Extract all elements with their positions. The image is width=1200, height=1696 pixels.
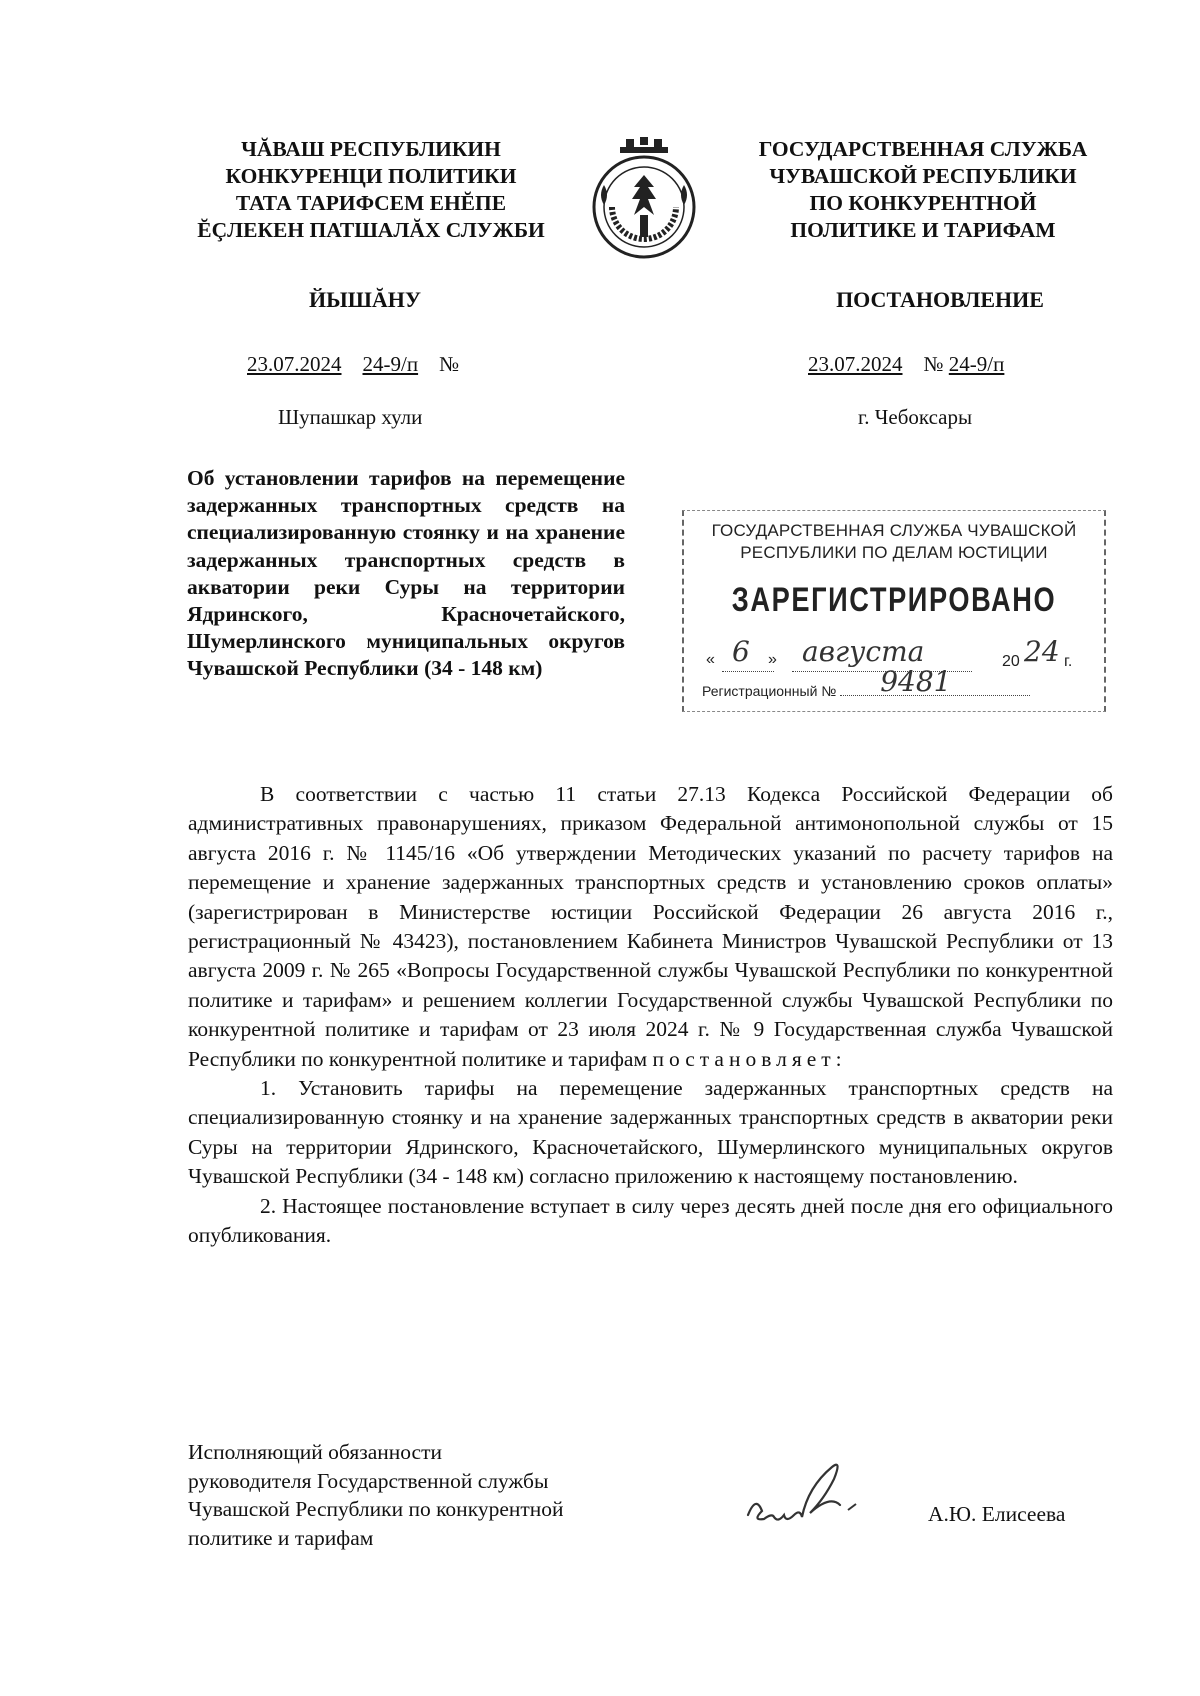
signature-title-line: Исполняющий обязанности [188,1440,442,1464]
stamp-line-1: ГОСУДАРСТВЕННАЯ СЛУЖБА ЧУВАШСКОЙ [711,521,1077,540]
header-left [190,136,552,244]
document-body [188,780,1113,1251]
doc-type-chuvash: ЙЫШĂНУ [308,287,422,312]
number-sign-left: № [439,352,460,376]
stamp-day: 6 [732,635,750,668]
document-subject: Об установлении тарифов на перемещение задержанных транспортных средств на специализированную стоянку и на хранение задержанных транспортных средств в акватории реки Суры на территории Ядринского, Красночетайского, Шумерлинского муниципальных округов Чувашской Республики (34 - 148 км) [187,466,625,681]
stamp-year-prefix: 20 [1002,653,1020,670]
signatory-name: А.Ю. Елисеева [928,1502,1066,1526]
date-right: 23.07.2024 [808,352,903,376]
header-right-line: ЧУВАШСКОЙ РЕСПУБЛИКИ [769,164,1077,188]
number-left: 24-9/п [362,352,419,376]
dateline-left [247,352,459,377]
body-p1-action: постановляет: [652,1046,847,1071]
signature-title-line: Чувашской Республики по конкурентной [188,1497,564,1521]
stamp-reg-label: Регистрационный № [702,683,837,699]
body-paragraph-1 [188,780,1113,1074]
number-sign-right: № [923,352,944,376]
signature-title-line: политике и тарифам [188,1525,374,1550]
signature-title-line: руководителя Государственной службы [188,1468,549,1493]
header-left-line: КОНКУРЕНЦИ ПОЛИТИКИ [225,164,517,188]
handwritten-signature-icon [738,1440,888,1540]
header-left-line: ĔÇЛЕКЕН ПАТШАЛĂХ СЛУЖБИ [197,218,545,242]
body-paragraph-2: 1. Установить тарифы на перемещение задержанных транспортных средств на специализированную стоянку и на хранение задержанных транспортных средств в акватории реки Суры на территории Ядринского, Красночетайского, Шумерлинского муниципальных округов Чувашской Республики (34 - 148 км) согласно приложению к настоящему постановлению. [188,1076,1113,1189]
stamp-year-g: г. [1064,653,1073,670]
city-russian: г. Чебоксары [858,405,973,429]
stamp-registration [702,665,1030,699]
stamp-month: августа [802,635,925,668]
header-right-line: ПОЛИТИКЕ И ТАРИФАМ [790,218,1056,242]
city-chuvash: Шупашкар хули [278,405,423,429]
stamp-title: ЗАРЕГИСТРИРОВАНО [731,581,1057,619]
stamp-line-2: РЕСПУБЛИКИ ПО ДЕЛАМ ЮСТИЦИИ [740,543,1048,562]
dateline-right [808,352,1004,377]
header-left-line: ТАТА ТАРИФСЕМ ЕНĔПЕ [235,191,507,215]
registration-stamp [682,510,1106,712]
stamp-quote-close: » [768,651,777,668]
chuvash-emblem-icon [582,135,706,267]
stamp-reg-number: 9481 [880,665,952,698]
body-paragraph-3: 2. Настоящее постановление вступает в силу через десять дней после дня его официального опубликования. [188,1193,1113,1248]
stamp-quote-open: « [706,651,715,668]
body-p1-text: В соответствии с частью 11 статьи 27.13 Кодекса Российской Федерации об административных правонарушениях, приказом Федеральной антимонопольной службы от 15 августа 2016 г. № 1145/16 «Об утверждении Методических указаний по расчету тарифов на перемещение и хранение задержанных транспортных средств и установлению сроков оплаты» (зарегистрирован в Министерстве юстиции Российской Федерации 26 августа 2016 г., регистрационный № 43423), постановлением Кабинета Министров Чувашской Республики от 13 августа 2009 г. № 265 «Вопросы Государственной службы Чувашской Республики по конкурентной политике и тарифам» и решением коллегии Государственной службы Чувашской Республики по конкурентной политике и тарифам от 23 июля 2024 г. № 9 Государственная служба Чувашской Республики по конкурентной политике и тарифам [188,782,1113,1071]
header-right [733,136,1113,244]
header-right-line: ПО КОНКУРЕНТНОЙ [809,191,1037,215]
doc-type-russian: ПОСТАНОВЛЕНИЕ [836,287,1044,312]
stamp-year-suffix: 24 [1024,635,1060,668]
date-left: 23.07.2024 [247,352,342,376]
signature-title [188,1438,564,1552]
header-right-line: ГОСУДАРСТВЕННАЯ СЛУЖБА [758,137,1088,161]
header-left-line: ЧĂВАШ РЕСПУБЛИКИН [241,137,501,161]
number-right: 24-9/п [948,352,1005,376]
